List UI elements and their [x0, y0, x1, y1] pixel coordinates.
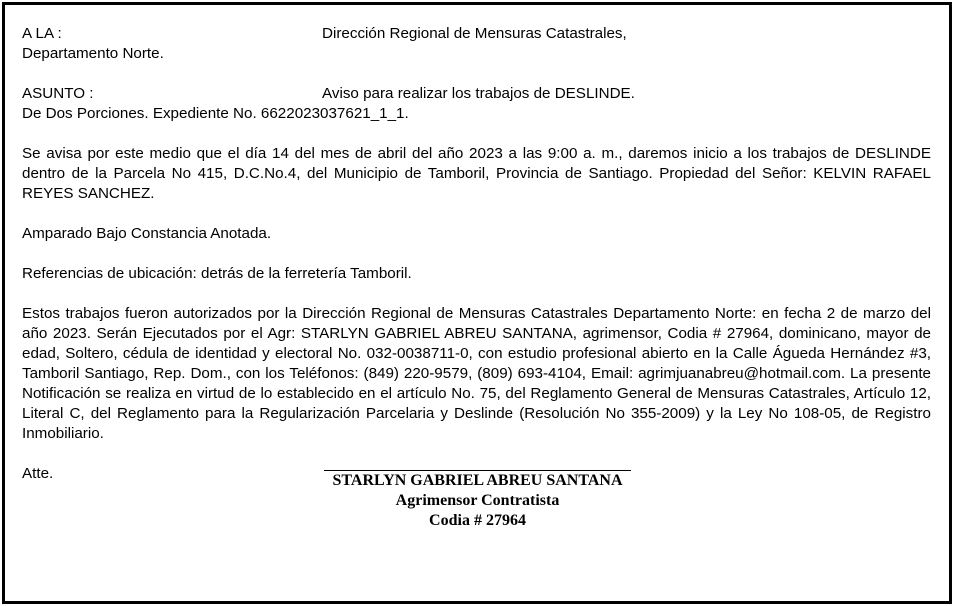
closing-text: Atte.: [22, 465, 54, 482]
recipient-continuation: Departamento Norte.: [22, 45, 164, 62]
notice-paragraph: Se avisa por este medio que el día 14 del mes de abril del año 2023 a las 9:00 a. m., daremos inicio a los trabajos de DESLINDE dentro de la Parcela No 415, D.C.No.4, del Municipio de Tamboril, Provincia de Santiago. Propiedad del Señor: KELVIN RAFAEL REYES SANCHEZ.: [22, 145, 931, 202]
subject-label: ASUNTO :: [22, 85, 94, 102]
location-reference-paragraph: Referencias de ubicación: detrás de la ferretería Tamboril.: [22, 265, 412, 282]
signature-line: [324, 470, 631, 471]
authorization-paragraph: Estos trabajos fueron autorizados por la Dirección Regional de Mensuras Catastrales Departamento Norte: en fecha 2 de marzo del año 2023. Serán Ejecutados por el Agr: STARLYN GABRIEL ABREU SANTANA, agrimensor, Codia # 27964, dominicano, mayor de edad, Soltero, cédula de identidad y electoral No. 032-0038711-0, con estudio profesional abierto en la Calle Águeda Hernández #3, Tamboril Santiago, Rep. Dom., con los Teléfonos: (849) 220-9579, (809) 693-4104, Email: agrimjuanabreu@hotmail.com. La presente Notificación se realiza en virtud de lo establecido en el artículo No. 75, del Reglamento General de Mensuras Catastrales, Artículo 12, Literal C, del Reglamento para la Regularización Parcelaria y Deslinde (Resolución No 355-2009) y la Ley No 108-05, de Registro Inmobiliario.: [22, 305, 931, 442]
subject-continuation: De Dos Porciones. Expediente No. 6622023037621_1_1.: [22, 105, 409, 122]
recipient-value: Dirección Regional de Mensuras Catastrales,: [322, 25, 627, 42]
signer-codia: Codia # 27964: [429, 512, 526, 529]
signer-title: Agrimensor Contratista: [395, 492, 560, 509]
subject-value: Aviso para realizar los trabajos de DESLINDE.: [322, 85, 635, 102]
recipient-row: [22, 24, 931, 44]
constancy-paragraph: Amparado Bajo Constancia Anotada.: [22, 225, 272, 242]
notice-document: [22, 24, 931, 484]
signer-name: STARLYN GABRIEL ABREU SANTANA: [332, 472, 623, 489]
subject-row: [22, 84, 931, 104]
document-frame: [2, 2, 952, 604]
signature-block: [22, 470, 931, 532]
recipient-label: A LA :: [22, 25, 62, 42]
